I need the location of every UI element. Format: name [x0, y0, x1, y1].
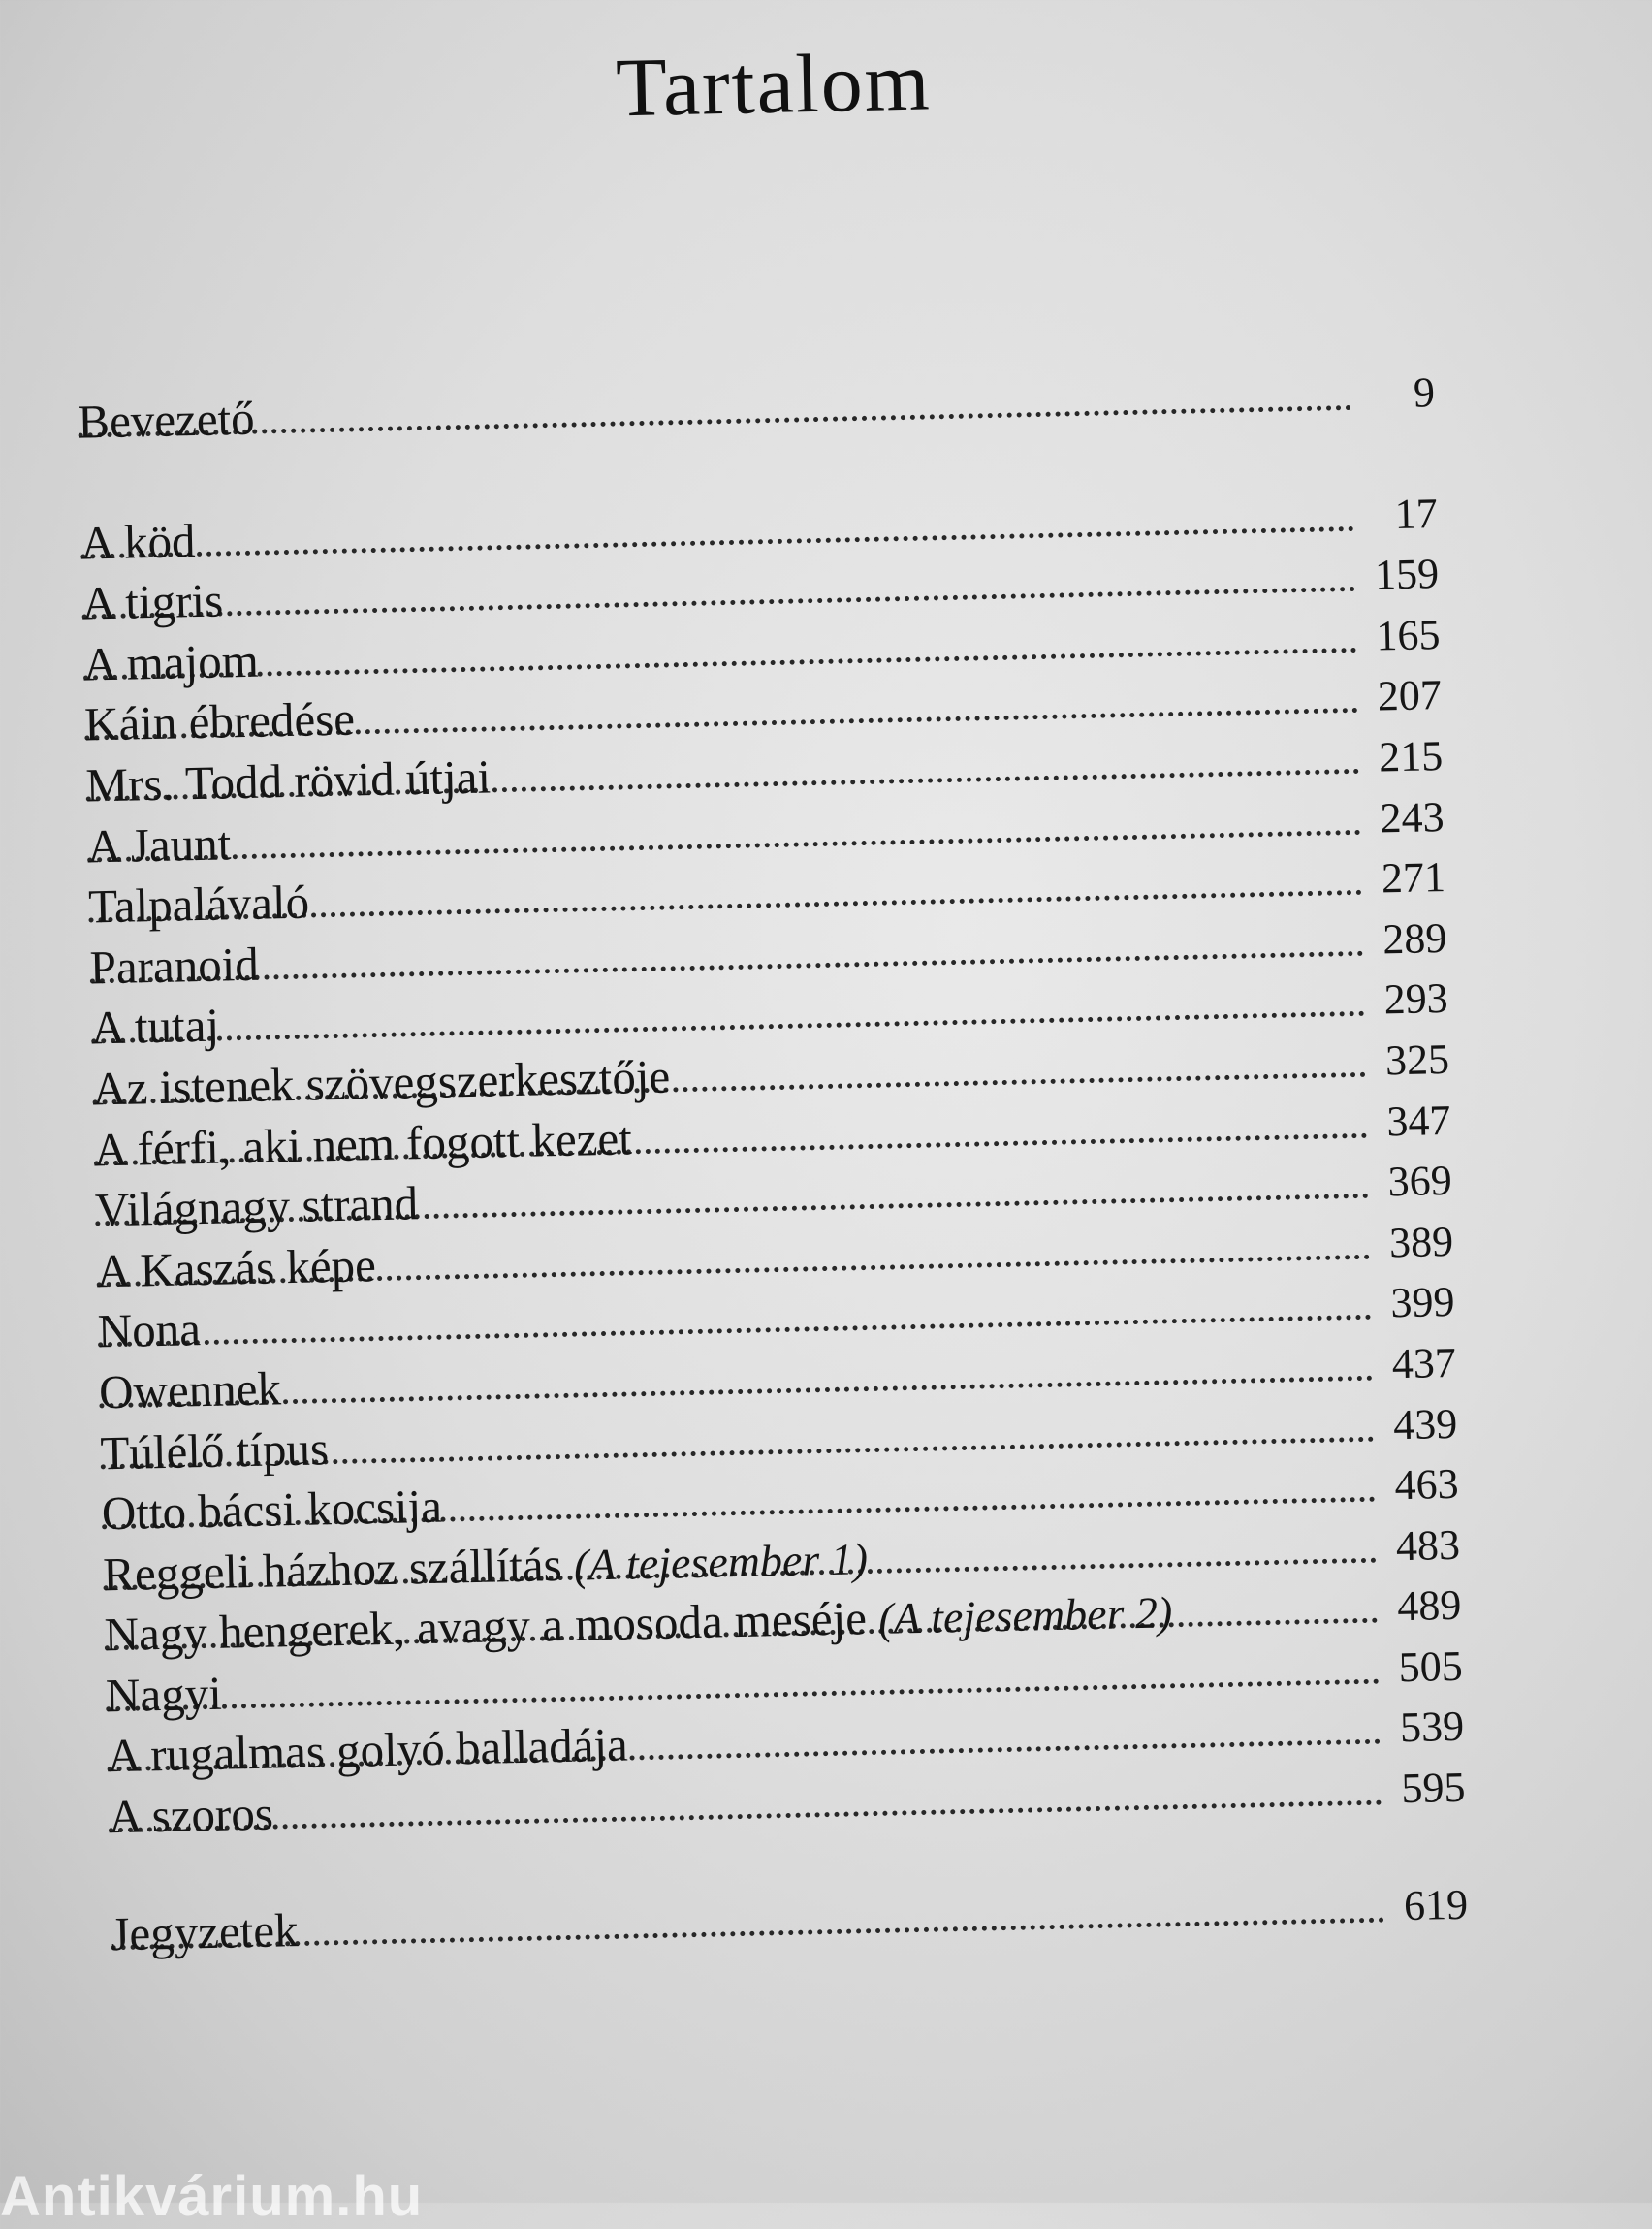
toc-entry-page: 399 — [1389, 1278, 1455, 1327]
toc-entry-title: Jegyzetek — [110, 1902, 300, 1960]
toc-entry-page: 483 — [1395, 1520, 1461, 1570]
toc-entry-page: 293 — [1383, 974, 1449, 1024]
toc-entry-title: Nagy hengerek, avagy a mosoda meséje — [104, 1591, 868, 1662]
toc-entry-subtitle: (A tejesember 1) — [573, 1533, 869, 1590]
toc-entry-title: A férfi, aki nem fogott kezet — [93, 1110, 633, 1176]
toc-entry-title: A Kaszás képe — [95, 1237, 377, 1298]
toc-entry-page: 159 — [1374, 550, 1440, 599]
toc-entry-title: Otto bácsi kocsija — [101, 1479, 443, 1541]
toc-entry-title: Reggeli házhoz szállítás — [102, 1537, 563, 1602]
toc-entry-title: Owennek — [98, 1361, 282, 1419]
watermark: Antikvárium.hu — [0, 2165, 424, 2228]
toc-entry-title: Világnagy strand — [94, 1176, 419, 1237]
toc-entry-page: 9 — [1413, 368, 1436, 417]
toc-entry-page: 389 — [1388, 1217, 1454, 1267]
table-of-contents — [78, 363, 1469, 1964]
toc-entry-title: A tigris — [80, 573, 224, 630]
toc-entry-page: 271 — [1381, 853, 1446, 903]
toc-entry-title: Paranoid — [88, 937, 260, 995]
toc-entry-page: 437 — [1391, 1338, 1457, 1388]
toc-entry-subtitle: (A tejesember 2) — [877, 1587, 1173, 1644]
toc-entry-title: Túlélő típus — [99, 1420, 330, 1480]
toc-entry-page: 439 — [1392, 1399, 1458, 1449]
toc-entry-page: 505 — [1398, 1641, 1464, 1692]
toc-entry-page: 347 — [1385, 1096, 1451, 1145]
toc-entry-page: 289 — [1382, 913, 1447, 964]
toc-entry-page: 595 — [1400, 1763, 1466, 1813]
toc-entry-page: 619 — [1403, 1880, 1469, 1929]
toc-entry-title: Nona — [97, 1302, 202, 1358]
toc-entry-page: 539 — [1399, 1703, 1465, 1752]
toc-entry-page: 207 — [1377, 671, 1443, 720]
toc-entry-page: 369 — [1387, 1157, 1453, 1206]
toc-entry-title: Mrs. Todd rövid útjai — [84, 749, 492, 812]
toc-entry-title: Bevezető — [77, 391, 256, 449]
toc-entry-page: 215 — [1378, 731, 1444, 781]
toc-entry-page: 165 — [1375, 610, 1441, 660]
toc-entry-title: Nagyi — [105, 1666, 223, 1723]
toc-entry-title: Az istenek szövegszerkesztője — [91, 1049, 671, 1116]
toc-entry-title: A szoros — [108, 1786, 274, 1844]
toc-entry-title: A rugalmas golyó balladája — [106, 1718, 629, 1783]
toc-entry-page: 17 — [1394, 489, 1439, 538]
toc-entry-title: Talpalávaló — [87, 875, 310, 934]
toc-entry-page: 489 — [1396, 1581, 1462, 1631]
toc-entry-page: 243 — [1380, 792, 1446, 842]
toc-entry-title: A majom — [82, 633, 260, 691]
toc-entry-page: 325 — [1384, 1035, 1450, 1085]
toc-entry-title: A tutaj — [90, 998, 220, 1055]
toc-entry-title: A köd — [79, 513, 197, 570]
page-title: Tartalom — [615, 34, 933, 135]
toc-entry-title: Káin ébredése — [83, 691, 356, 751]
toc-entry-page: 463 — [1394, 1459, 1460, 1510]
toc-entry-title: A Jaunt — [86, 815, 232, 874]
